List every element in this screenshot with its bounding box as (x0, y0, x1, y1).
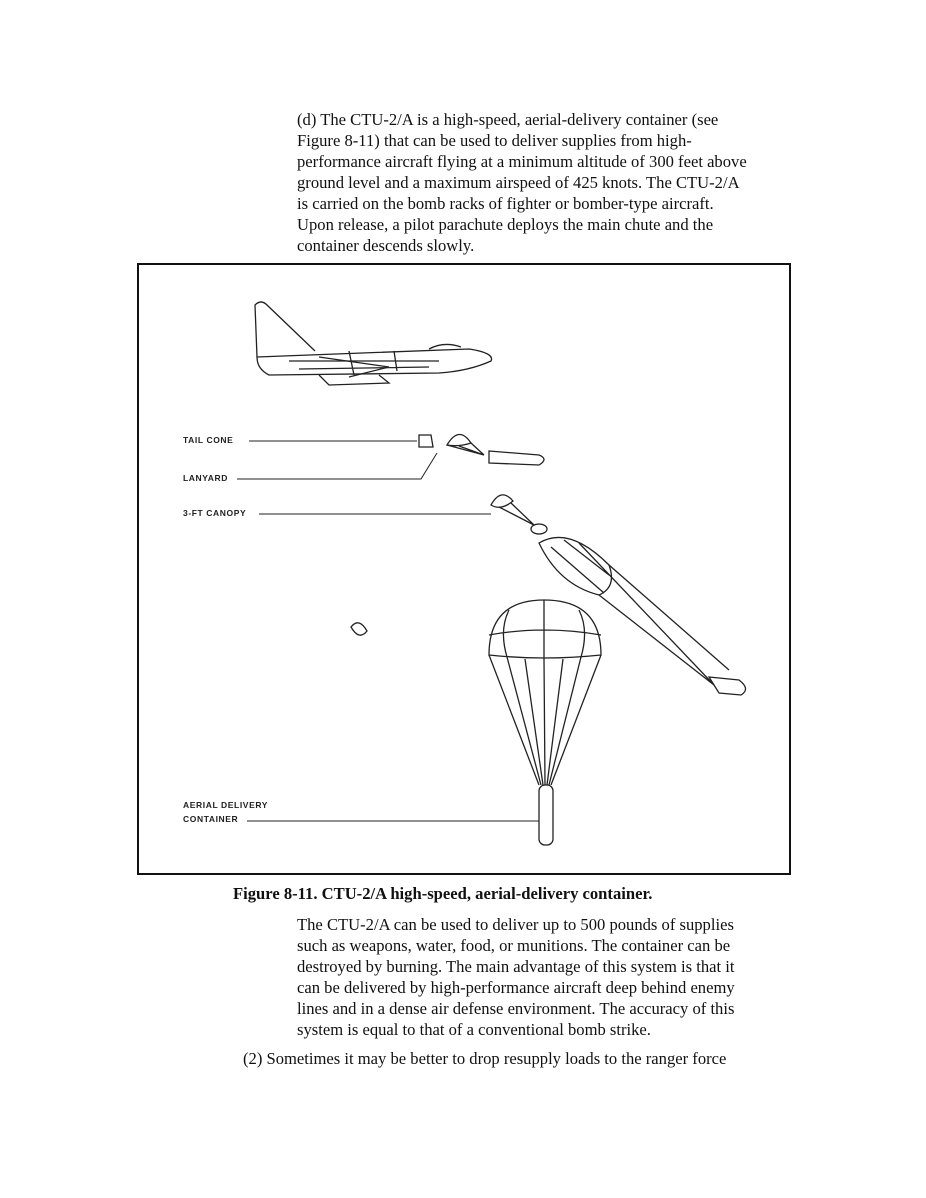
main-parachute-drawing (489, 600, 601, 845)
text-line: (d) The CTU-2/A is a high-speed, aerial-delivery container (see (297, 110, 719, 129)
figure-8-11 (137, 263, 791, 875)
text-line: Upon release, a pilot parachute deploys the main chute and the (297, 215, 714, 234)
text-line: such as weapons, water, food, or munitions. The container can be (297, 936, 731, 955)
text-line: Figure 8-11) that can be used to deliver supplies from high- (297, 131, 692, 150)
text-line: destroyed by burning. The main advantage of this system is that it (297, 957, 735, 976)
label-aerial-delivery: AERIAL DELIVERY (183, 800, 269, 810)
figure-caption: Figure 8-11. CTU-2/A high-speed, aerial-delivery container. (233, 884, 653, 903)
text-line: The CTU-2/A can be used to deliver up to 500 pounds of supplies (297, 915, 734, 934)
paragraph-d (297, 109, 747, 256)
ctu-2a-illustration (139, 265, 789, 873)
label-container: CONTAINER (183, 814, 239, 824)
label-canopy: 3-FT CANOPY (183, 508, 247, 518)
paragraph-after-figure (297, 914, 735, 1040)
label-lanyard: LANYARD (183, 473, 228, 483)
text-line: container descends slowly. (297, 236, 475, 255)
text-line: (2) Sometimes it may be better to drop resupply loads to the ranger force (243, 1049, 727, 1068)
text-line: is carried on the bomb racks of fighter or bomber-type aircraft. (297, 194, 714, 213)
text-line: can be delivered by high-performance aircraft deep behind enemy (297, 978, 735, 997)
pilot-chute-drawing (351, 623, 367, 635)
text-line: performance aircraft flying at a minimum altitude of 300 feet above (297, 152, 747, 171)
paragraph-2 (243, 1048, 726, 1069)
stage-2-drawing (491, 495, 746, 695)
label-tail-cone: TAIL CONE (183, 435, 234, 445)
aircraft-drawing (255, 302, 492, 385)
stage-1-drawing (419, 434, 544, 465)
text-line: lines and in a dense air defense environment. The accuracy of this (297, 999, 735, 1018)
text-line: system is equal to that of a conventional bomb strike. (297, 1020, 651, 1039)
text-line: ground level and a maximum airspeed of 425 knots. The CTU-2/A (297, 173, 740, 192)
